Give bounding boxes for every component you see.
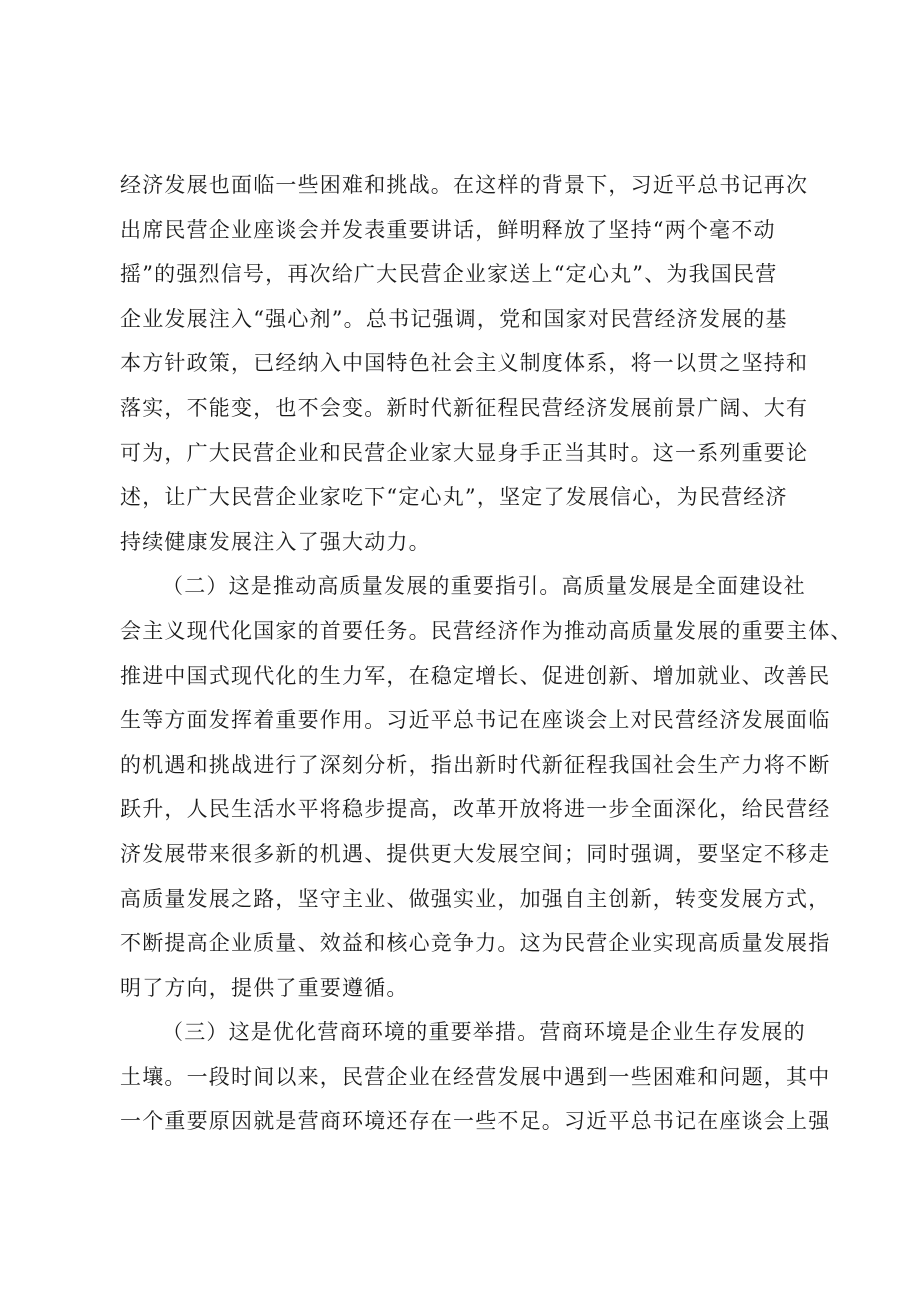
paragraph-line: 一个重要原因就是营商环境还存在一些不足。习近平总书记在座谈会上强 [120, 1109, 831, 1134]
paragraph-line: 会主义现代化国家的首要任务。民营经济作为推动高质量发展的重要主体、 [120, 618, 853, 643]
paragraph-line: 济发展带来很多新的机遇、提供更大发展空间；同时强调，要坚定不移走 [120, 841, 831, 866]
paragraph-1 [120, 163, 820, 564]
paragraph-line: 经济发展也面临一些困难和挑战。在这样的背景下，习近平总书记再次 [120, 173, 809, 197]
document-body [120, 163, 853, 1144]
paragraph-line: 明了方向，提供了重要遵循。 [120, 975, 409, 1000]
paragraph-3 [120, 1010, 831, 1144]
paragraph-line: 土壤。一段时间以来，民营企业在经营发展中遇到一些困难和问题，其中 [120, 1064, 831, 1089]
paragraph-line: 高质量发展之路，坚守主业、做强实业，加强自主创新，转变发展方式， [120, 886, 831, 911]
paragraph-line: 可为，广大民营企业和民营企业家大显身手正当其时。这一系列重要论 [120, 440, 809, 465]
paragraph-line: （三）这是优化营商环境的重要举措。营商环境是企业生存发展的 [162, 1020, 806, 1045]
paragraph-line: 的机遇和挑战进行了深刻分析，指出新时代新征程我国社会生产力将不断 [120, 752, 831, 777]
paragraph-line: 述，让广大民营企业家吃下“定心丸”，坚定了发展信心，为民营经济 [120, 485, 788, 510]
paragraph-line: 摇”的强烈信号，再次给广大民营企业家送上“定心丸”、为我国民营 [120, 262, 778, 287]
paragraph-line: 推进中国式现代化的生力军，在稳定增长、促进创新、增加就业、改善民 [120, 663, 831, 688]
paragraph-line: 跃升，人民生活水平将稳步提高，改革开放将进一步全面深化，给民营经 [120, 797, 831, 822]
paragraph-line: 生等方面发挥着重要作用。习近平总书记在座谈会上对民营经济发展面临 [120, 708, 831, 733]
paragraph-line: 出席民营企业座谈会并发表重要讲话，鲜明释放了坚持“两个毫不动 [120, 217, 776, 242]
paragraph-line: （二）这是推动高质量发展的重要指引。高质量发展是全面建设社 [162, 574, 806, 599]
paragraph-2 [120, 564, 853, 1010]
paragraph-line: 落实，不能变，也不会变。新时代新征程民营经济发展前景广阔、大有 [120, 395, 809, 420]
paragraph-line: 持续健康发展注入了强大动力。 [120, 529, 431, 554]
paragraph-line: 不断提高企业质量、效益和核心竞争力。这为民营企业实现高质量发展指 [120, 931, 831, 956]
paragraph-line: 企业发展注入“强心剂”。总书记强调，党和国家对民营经济发展的基 [120, 306, 788, 331]
paragraph-line: 本方针政策，已经纳入中国特色社会主义制度体系，将一以贯之坚持和 [120, 351, 809, 376]
